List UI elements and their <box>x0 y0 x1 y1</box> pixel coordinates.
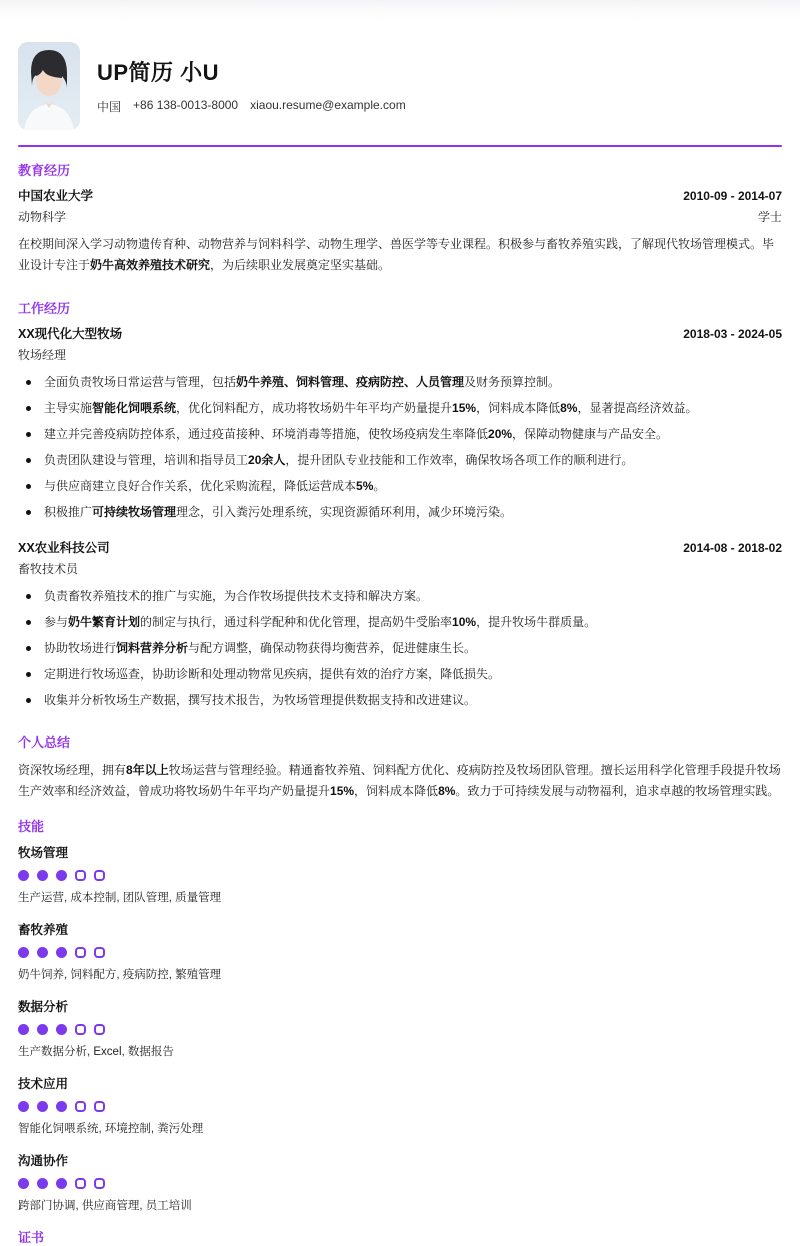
skill-dot-filled-icon <box>56 1178 67 1189</box>
candidate-name: UP简历 小U <box>97 60 220 85</box>
skill-dot-filled-icon <box>56 1101 67 1112</box>
skill-entry <box>18 920 782 982</box>
skill-dot-empty-icon <box>75 1101 86 1112</box>
bullet-item: 积极推广可持续牧场管理理念，引入粪污处理系统，实现资源循环利用，减少环境污染。 <box>18 502 782 522</box>
section-education <box>18 160 782 276</box>
school-name: 中国农业大学 <box>18 189 94 203</box>
job-entry-subheader <box>18 560 782 577</box>
skill-entry <box>18 997 782 1059</box>
skill-dot-filled-icon <box>18 1024 29 1035</box>
bullet-item: 建立并完善疫病防控体系，通过疫苗接种、环境消毒等措施，使牧场疫病发生率降低20%，保障动物健康与产品安全。 <box>18 424 782 444</box>
skill-dot-filled-icon <box>56 1024 67 1035</box>
skill-entry <box>18 843 782 905</box>
skill-name: 沟通协作 <box>18 1154 69 1168</box>
skill-dot-empty-icon <box>75 1178 86 1189</box>
bullet-item: 协助牧场进行饲料营养分析与配方调整，确保动物获得均衡营养，促进健康生长。 <box>18 638 782 658</box>
skill-dot-empty-icon <box>94 1101 105 1112</box>
skill-level-dots <box>18 946 782 958</box>
job-entry <box>18 538 782 710</box>
header <box>18 42 782 130</box>
skill-details: 生产数据分析, Excel, 数据报告 <box>18 1046 174 1058</box>
education-degree: 学士 <box>757 210 782 224</box>
skill-details: 智能化饲喂系统, 环境控制, 粪污处理 <box>18 1123 204 1135</box>
skill-level-dots <box>18 1177 782 1189</box>
section-heading-skills: 技能 <box>18 819 45 834</box>
job-entry-header <box>18 324 782 342</box>
job-entry-header <box>18 538 782 556</box>
company-name: XX现代化大型牧场 <box>18 327 123 341</box>
skill-dot-filled-icon <box>37 1178 48 1189</box>
education-dates: 2010-09 - 2014-07 <box>683 189 782 203</box>
skill-name: 技术应用 <box>18 1077 69 1091</box>
job-title: 牧场经理 <box>18 348 67 362</box>
job-title: 畜牧技术员 <box>18 562 79 576</box>
skill-name: 牧场管理 <box>18 846 69 860</box>
skill-dot-filled-icon <box>18 947 29 958</box>
section-heading-education: 教育经历 <box>18 163 71 178</box>
header-text <box>97 42 406 115</box>
skill-dot-empty-icon <box>75 870 86 881</box>
company-name: XX农业科技公司 <box>18 541 110 555</box>
skill-dot-filled-icon <box>56 947 67 958</box>
job-bullet-list <box>18 586 782 710</box>
skill-dot-empty-icon <box>75 947 86 958</box>
job-entry <box>18 324 782 522</box>
education-major: 动物科学 <box>18 210 67 224</box>
bullet-item: 收集并分析牧场生产数据，撰写技术报告，为牧场管理提供数据支持和改进建议。 <box>18 690 782 710</box>
skill-dot-empty-icon <box>75 1024 86 1035</box>
skill-dot-filled-icon <box>37 1024 48 1035</box>
skill-details: 生产运营, 成本控制, 团队管理, 质量管理 <box>18 892 222 904</box>
job-bullet-list <box>18 372 782 522</box>
contact-email: xiaou.resume@example.com <box>250 98 406 112</box>
bullet-item: 定期进行牧场巡查，协助诊断和处理动物常见疾病，提供有效的治疗方案，降低损失。 <box>18 664 782 684</box>
skill-level-dots <box>18 1023 782 1035</box>
job-entry-subheader <box>18 346 782 363</box>
bullet-item: 负责团队建设与管理，培训和指导员工20余人，提升团队专业技能和工作效率，确保牧场各项工作的顺利进行。 <box>18 450 782 470</box>
section-heading-work: 工作经历 <box>18 301 71 316</box>
profile-photo <box>18 42 80 130</box>
education-entry-subheader <box>18 208 782 225</box>
skill-dot-empty-icon <box>94 870 105 881</box>
skill-dot-empty-icon <box>94 1024 105 1035</box>
section-heading-summary: 个人总结 <box>18 735 71 750</box>
skill-dot-filled-icon <box>37 947 48 958</box>
skill-dot-filled-icon <box>18 1178 29 1189</box>
bullet-item: 全面负责牧场日常运营与管理，包括奶牛养殖、饲料管理、疫病防控、人员管理及财务预算控制。 <box>18 372 782 392</box>
bullet-item: 主导实施智能化饲喂系统，优化饲料配方，成功将牧场奶牛年平均产奶量提升15%，饲料成本降低8%，显著提高经济效益。 <box>18 398 782 418</box>
skill-dot-filled-icon <box>37 870 48 881</box>
job-dates: 2014-08 - 2018-02 <box>683 541 782 555</box>
skill-name: 畜牧养殖 <box>18 923 69 937</box>
skill-entry <box>18 1074 782 1136</box>
skill-dot-empty-icon <box>94 947 105 958</box>
skill-level-dots <box>18 869 782 881</box>
section-summary <box>18 732 782 802</box>
skill-dot-filled-icon <box>18 870 29 881</box>
section-certificates <box>18 1227 782 1246</box>
skill-dot-filled-icon <box>18 1101 29 1112</box>
bullet-item: 与供应商建立良好合作关系，优化采购流程，降低运营成本5%。 <box>18 476 782 496</box>
skill-level-dots <box>18 1100 782 1112</box>
skill-dot-filled-icon <box>56 870 67 881</box>
section-work <box>18 298 782 710</box>
skill-entry <box>18 1151 782 1213</box>
contact-phone: +86 138-0013-8000 <box>133 98 239 112</box>
job-dates: 2018-03 - 2024-05 <box>683 327 782 341</box>
skill-details: 跨部门协调, 供应商管理, 员工培训 <box>18 1200 192 1212</box>
education-description: 在校期间深入学习动物遗传育种、动物营养与饲料科学、动物生理学、兽医学等专业课程。积极参与畜牧养殖实践，了解现代牧场管理模式。毕业设计专注于奶牛高效养殖技术研究，为后续职业发展奠定坚实基础。 <box>18 237 775 272</box>
skill-dot-empty-icon <box>94 1178 105 1189</box>
skill-details: 奶牛饲养, 饲料配方, 疫病防控, 繁殖管理 <box>18 969 222 981</box>
contact-row <box>97 98 406 115</box>
section-heading-certificates: 证书 <box>18 1230 45 1245</box>
section-skills <box>18 816 782 1213</box>
profile-photo-image <box>18 42 80 130</box>
summary-text: 资深牧场经理，拥有8年以上牧场运营与管理经验。精通畜牧养殖、饲料配方优化、疫病防控及牧场团队管理。擅长运用科学化管理手段提升牧场生产效率和经济效益，曾成功将牧场奶牛年平均产奶量提升15%，饲料成本降低8%。致力于可持续发展与动物福利，追求卓越的牧场管理实践。 <box>18 763 781 798</box>
contact-location: 中国 <box>97 100 122 114</box>
skill-dot-filled-icon <box>37 1101 48 1112</box>
header-divider <box>18 145 782 147</box>
bullet-item: 负责畜牧养殖技术的推广与实施，为合作牧场提供技术支持和解决方案。 <box>18 586 782 606</box>
bullet-item: 参与奶牛繁育计划的制定与执行，通过科学配种和优化管理，提高奶牛受胎率10%，提升牧场牛群质量。 <box>18 612 782 632</box>
education-entry-header <box>18 186 782 204</box>
skill-name: 数据分析 <box>18 1000 69 1014</box>
